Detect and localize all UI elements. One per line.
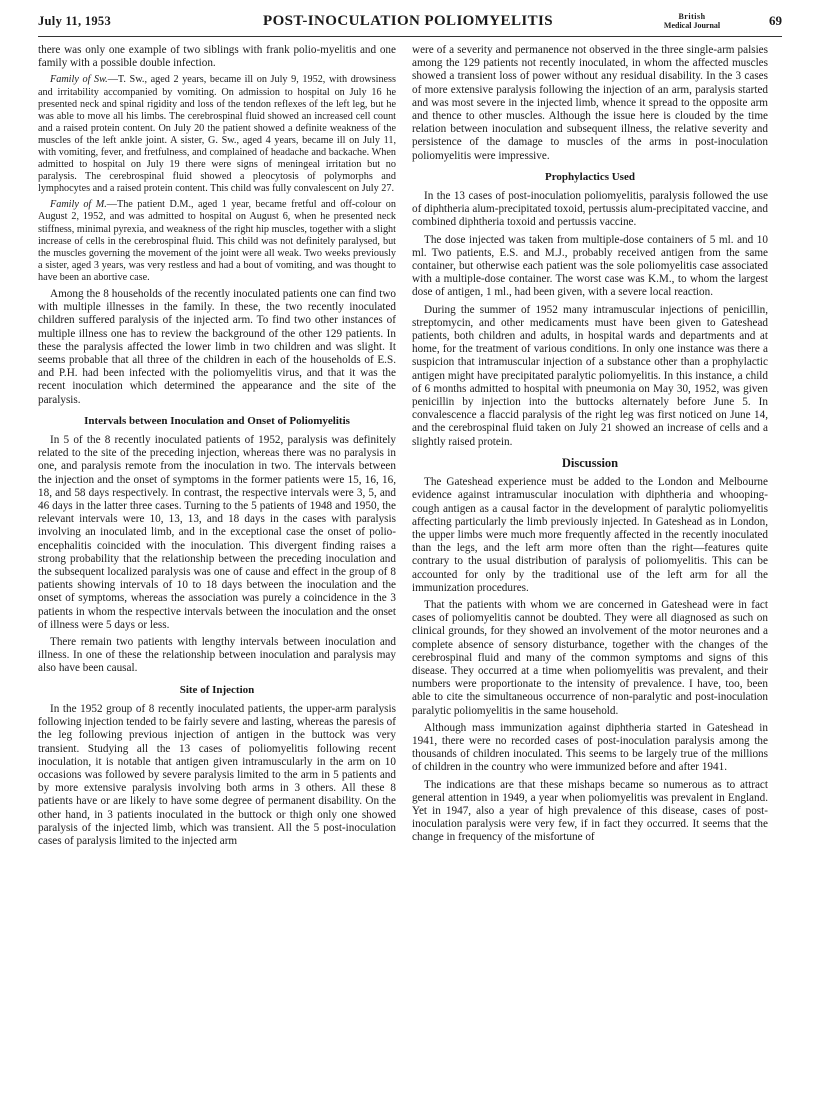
page-header [38, 12, 782, 34]
paragraph: The Gateshead experience must be added to the London and Melbourne evidence against intramuscular inoculation with diphtheria and whooping-cough antigen as a causal factor in the development of paralytic poliomyelitis affecting particularly the limb previously injected. In Gateshead as in London, the upper limbs were much more frequently affected in the recently inoculated than the legs, and the left arm more often than the right—features quite contrary to the usual distribution of paralysis of poliomyelitis. This can be accounted for only by the traditional use of the left arm for all the immunization procedures. [412, 476, 768, 594]
right-column [412, 44, 768, 849]
paragraph: That the patients with whom we are concerned in Gateshead were in fact cases of poliomyelitis cannot be doubted. They were all diagnosed as such on clinical grounds, for they showed an involvement of the motor neurones and a complete absence of sensory disturbance, together with the changes of the cerebrospinal fluid and many of the common symptoms and signs of this disease. They occurred at a time when poliomyelitis was prevalent, and their numbers were proportionate to the intensity of prevalence. I have, too, been able to cite the simultaneous occurrence of non-paralytic and post-inoculation paralytic poliomyelitis in the same household. [412, 598, 768, 717]
paragraph: The indications are that these mishaps became so numerous as to attract general attention in 1949, a year when poliomyelitis was prevalent in England. Yet in 1947, also a year of high prevalence of this disease, cases of post-inoculation paralysis were very few, if in fact they occurred. It seems that the change in frequency of the misfortune of [412, 778, 768, 844]
paragraph: In the 1952 group of 8 recently inoculated patients, the upper-arm paralysis following injection tended to be fairly severe and lasting, whereas the paresis of the leg following previous injection of antigen in the buttock was very transient. Studying all the 13 cases of poliomyelitis following recent inoculation, it is notable that antigen given intramuscularly in the arm on 10 occasions was followed by severe paralysis limited to the arm in 5 patients and by more extensive paralysis involving both arms in 3 others. All these 8 patients have or are likely to have some degree of permanent disability. On the other hand, in 3 patients inoculated in the buttock or thigh only one showed paralysis of the injected limb, which was transient. All the 5 post-inoculation cases of paralysis limited to the injected arm [38, 702, 396, 847]
section-heading: Intervals between Inoculation and Onset of Poliomyelitis [84, 414, 350, 427]
paragraph: Although mass immunization against diphtheria started in Gateshead in 1941, there were no recorded cases of post-inoculation paralysis among the thousands of children inoculated. This seems to be largely true of the millions of children in the country who were immunized before and after 1941. [412, 721, 768, 774]
case-text: —T. Sw., aged 2 years, became ill on July 9, 1952, with drowsiness and irritability accompanied by vomiting. On admission to hospital on July 16 he presented neck and spinal rigidity and loss of the tendon reflexes of the left leg, but he was able to move all his limbs. The cerebrospinal fluid showed an increased cell count and a raised protein content. On July 20 the patient showed a definite weakness of the muscles of the left ankle joint. A sister, G. Sw., aged 4 years, became ill on July 11, with vomiting, fever, and fretfulness, and complained of headache and backache. When admitted to hospital on July 19 there were signs of meningeal irritation but no paralysis. The cerebrospinal fluid showed a pleocytosis of polymorphs and lymphocytes and a raised protein content. This child was fully convalescent on July 27. [38, 74, 396, 195]
journal-name-line1: British [678, 12, 706, 21]
case-family-sw [38, 74, 396, 195]
paragraph: There remain two patients with lengthy intervals between inoculation and illness. In one of these the relationship between inoculation and paralysis may also have been causal. [38, 636, 396, 675]
header-rule [38, 36, 782, 37]
section-heading: Prophylactics Used [545, 170, 635, 183]
section-heading: Discussion [561, 455, 619, 470]
page-number: 69 [769, 13, 782, 28]
paragraph: there was only one example of two siblings with frank polio-myelitis and one family with a possible double infection. [38, 44, 396, 70]
paragraph: In the 13 cases of post-inoculation poliomyelitis, paralysis followed the use of diphtheria alum-precipitated toxoid, pertussis alum-precipitated vaccine, and combined diphtheria toxoid and pertussis vaccine. [412, 190, 768, 229]
paragraph: were of a severity and permanence not observed in the three single-arm palsies among the 129 patients not recently inoculated, in whom the affected muscles showed a transient loss of power without any residual disability. In the 3 cases of more extensive paralysis following the injection of an arm, paralysis started and was most severe in the injected limb, whence it spread to the opposite arm and thence to other muscles. Although the issue here is clouded by the time relation between inoculation and subsequent illness, the relative severity and persistence of the damage to muscles of the arms in post-inoculation poliomyelitis were impressive. [412, 44, 768, 162]
case-text: —The patient D.M., aged 1 year, became fretful and off-colour on August 2, 1952, and was admitted to hospital on August 6, when he presented neck stiffness, minimal pyrexia, and weakness of the right hip muscles, together with a slight increase of cells in the cerebrospinal fluid. This child was not definitely paralysed, but the muscles governing the movement of the joint were all weak. Two weeks previously a sister, aged 3 years, was very restless and had a bout of vomiting, and was thought to have been an abortive case. [38, 199, 396, 283]
running-title: POST-INOCULATION POLIOMYELITIS [263, 13, 553, 29]
paragraph: In 5 of the 8 recently inoculated patients of 1952, paralysis was definitely related to the site of the preceding injection, whereas there was no paralysis in one, and paralysis remote from the inoculation in two. The intervals between the injection and the onset of symptoms in the former patients were 15, 16, 16, 18, and 58 days respectively. In contrast, the respective intervals were 3, 5, and 46 days in the latter three cases. Turning to the 5 patients of 1948 and 1950, the relevant intervals were 10, 13, 13, and 18 days in the cases with paralysis involving an inoculated limb, and in the exceptional case the onset of polio-encephalitis coincided with the inoculation. This divergent finding raises a strong probability that the relationship between the preceding inoculation and the subsequent localized paralysis was one of cause and effect in the group of 8 patients showing intervals of 10 to 18 days between the inoculation and the onset of symptoms, whereas the association was purely a coincidence in the 3 patients in whom the respective intervals between the inoculation and the onset of illness were 5 days or less. [38, 434, 396, 631]
header-date: July 11, 1953 [38, 14, 112, 28]
case-label: Family of Sw. [50, 74, 108, 86]
left-column [38, 44, 396, 852]
journal-name-line2: Medical Journal [663, 21, 721, 30]
paragraph: Among the 8 households of the recently inoculated patients one can find two with multiple illnesses in the family. In these, the two recently inoculated children suffered paralysis of the injected arm. To find two other instances of multiple illness one has to review the background of the other 129 patients. In these the paralysis affected the lower limb in two children and was slight. It seems probable that all three of the children in each of the households of E.S. and P.H. had been infected with the poliomyelitis virus, and that it was the recent inoculation which determined the appearance and the site of the paralysis. [38, 288, 396, 406]
case-label: Family of M. [50, 199, 107, 211]
paragraph: The dose injected was taken from multiple-dose containers of 5 ml. and 10 ml. Two patients, E.S. and M.J., probably received antigen from the same container, but otherwise each patient was the sole poliomyelitis case associated with a multiple-dose container. The worst case was K.M., to whom the largest dose of antigen, 1 ml., had been given, with a severe local reaction. [412, 233, 768, 299]
section-heading: Site of Injection [179, 683, 255, 696]
paragraph: During the summer of 1952 many intramuscular injections of penicillin, streptomycin, and other medicaments must have been given to Gateshead patients, both children and adults, in hospital wards and departments and at home, for the treatment of various conditions. In only one instance was there a suspicion that intramuscular injection of a substance other than a prophylactic antigen might have precipitated paralytic poliomyelitis. In this instance, a child of 6 months admitted to hospital with pneumonia on May 30, 1952, was given penicillin by injection into the buttocks alternately before June 5. In convalescence a flaccid paralysis of the right leg was first noticed on June 14, and the cerebrospinal fluid taken on July 21 showed an increase of cells and a slightly raised protein. [412, 303, 768, 448]
journal-name [632, 12, 752, 30]
case-family-m [38, 199, 396, 284]
